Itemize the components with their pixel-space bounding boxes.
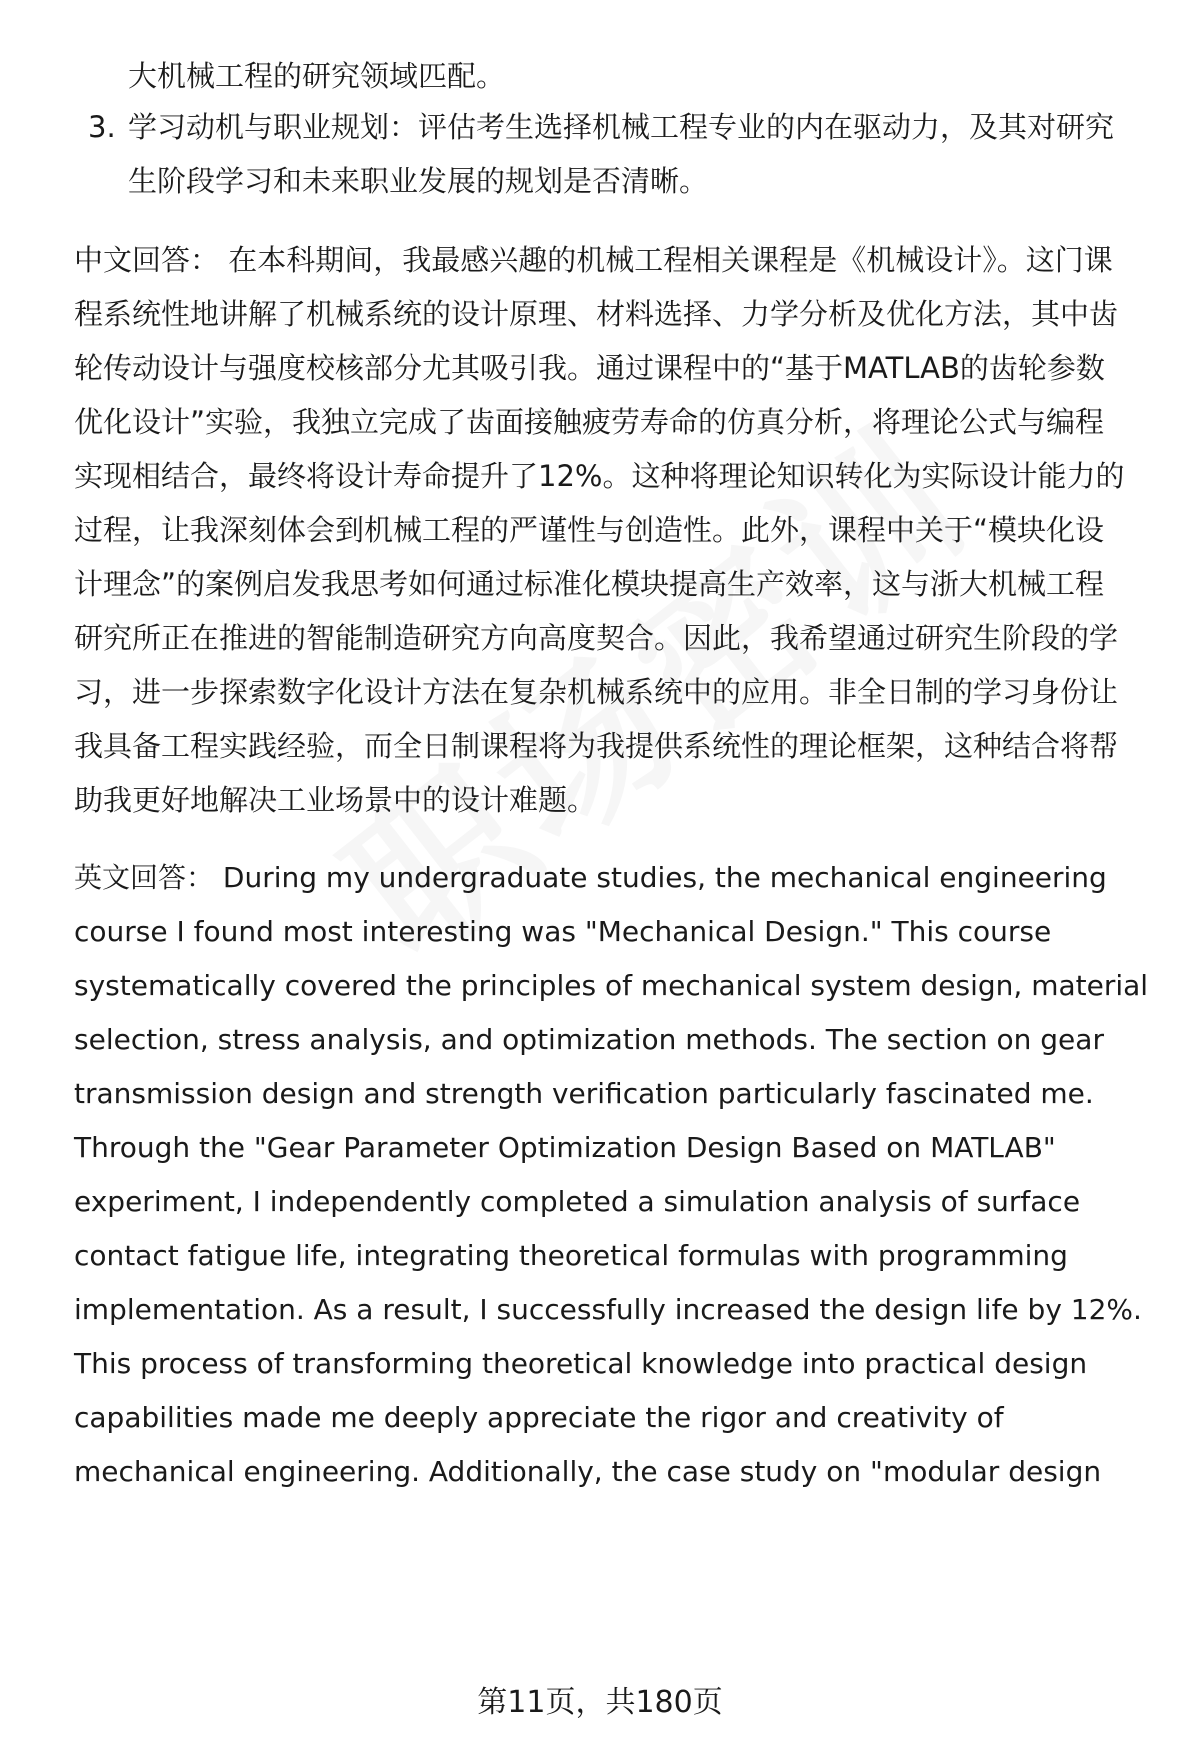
paragraph-line: 过程，让我深刻体会到机械工程的严谨性与创造性。此外，课程中关于“模块化设 bbox=[74, 513, 1105, 547]
paragraph-line: implementation. As a result, I successfully increased the design life by 12%. bbox=[74, 1293, 1142, 1326]
paragraph-line: 轮传动设计与强度校核部分尤其吸引我。通过课程中的“基于MATLAB的齿轮参数 bbox=[74, 351, 1105, 385]
paragraph-line: 英文回答： During my undergraduate studies, the mechanical engineering bbox=[74, 861, 1107, 894]
page-number-footer: 第11页，共180页 bbox=[477, 1685, 723, 1720]
paragraph-line: Through the "Gear Parameter Optimization Design Based on MATLAB" bbox=[74, 1131, 1056, 1164]
paragraph-line: course I found most interesting was "Mechanical Design." This course bbox=[74, 915, 1052, 948]
paragraph-line: 助我更好地解决工业场景中的设计难题。 bbox=[74, 783, 597, 817]
paragraph-line: This process of transforming theoretical knowledge into practical design bbox=[74, 1347, 1088, 1380]
paragraph-line: 我具备工程实践经验，而全日制课程将为我提供系统性的理论框架，这种结合将帮 bbox=[74, 729, 1119, 763]
paragraph-line: 实现相结合，最终将设计寿命提升了12%。这种将理论知识转化为实际设计能力的 bbox=[74, 459, 1125, 493]
list-item-number: 3. bbox=[88, 110, 116, 144]
paragraph-line: 中文回答： 在本科期间，我最感兴趣的机械工程相关课程是《机械设计》。这门课 bbox=[74, 243, 1113, 277]
paragraph-line: 研究所正在推进的智能制造研究方向高度契合。因此，我希望通过研究生阶段的学 bbox=[74, 621, 1119, 655]
paragraph-line: selection, stress analysis, and optimization methods. The section on gear bbox=[74, 1023, 1104, 1056]
paragraph-line: 习，进一步探索数字化设计方法在复杂机械系统中的应用。非全日制的学习身份让 bbox=[74, 675, 1119, 709]
paragraph-line: capabilities made me deeply appreciate the rigor and creativity of bbox=[74, 1401, 1004, 1434]
paragraph-line: systematically covered the principles of mechanical system design, material bbox=[74, 969, 1149, 1002]
paragraph-line: 优化设计”实验，我独立完成了齿面接触疲劳寿命的仿真分析，将理论公式与编程 bbox=[74, 405, 1105, 439]
list-item-continuation: 大机械工程的研究领域匹配。 bbox=[128, 59, 506, 93]
paragraph-line: 程系统性地讲解了机械系统的设计原理、材料选择、力学分析及优化方法，其中齿 bbox=[74, 297, 1119, 331]
paragraph-line: experiment, I independently completed a simulation analysis of surface bbox=[74, 1185, 1081, 1218]
paragraph-line: 计理念”的案例启发我思考如何通过标准化模块提高生产效率，这与浙大机械工程 bbox=[74, 567, 1105, 601]
paragraph-line: mechanical engineering. Additionally, the case study on "modular design bbox=[74, 1455, 1102, 1488]
list-item-text-line: 学习动机与职业规划：评估考生选择机械工程专业的内在驱动力，及其对研究 bbox=[128, 110, 1115, 144]
paragraph-line: contact fatigue life, integrating theoretical formulas with programming bbox=[74, 1239, 1068, 1272]
paragraph-line: transmission design and strength verification particularly fascinated me. bbox=[74, 1077, 1094, 1110]
list-item-text-line: 生阶段学习和未来职业发展的规划是否清晰。 bbox=[128, 164, 709, 198]
